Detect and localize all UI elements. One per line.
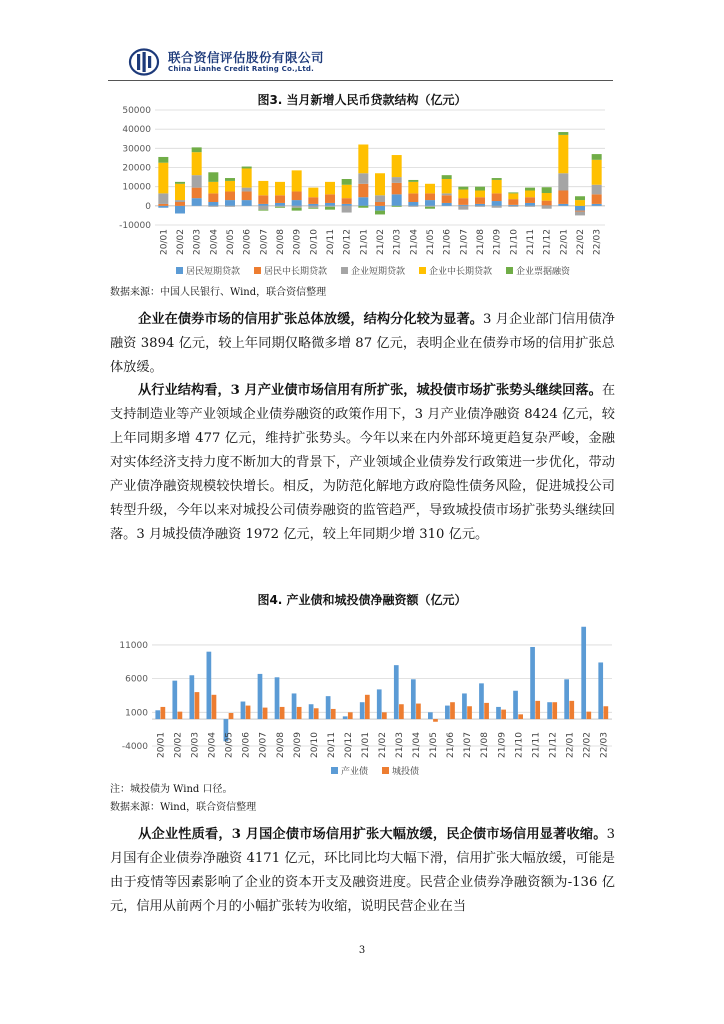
bar-segment [508,193,518,199]
bar-segment [458,198,468,205]
bar-segment [308,197,318,204]
x-tick-label: 20/11 [326,229,336,255]
bar [586,712,591,719]
bar-segment [525,206,535,207]
bar [484,703,489,719]
bar-segment [192,147,202,152]
bar-segment [558,173,568,190]
bar-segment [408,182,418,194]
bar [212,695,217,719]
x-tick-label: 22/02 [576,229,586,255]
bar-segment [575,206,585,211]
x-tick-label: 21/11 [526,229,536,255]
bar [564,679,569,719]
x-tick-label: 20/08 [276,229,286,255]
bar-segment [292,170,302,191]
bar-segment [242,167,252,169]
x-tick-label: 21/06 [446,732,457,758]
bar [581,627,586,719]
company-logo-icon [128,48,162,76]
bar-segment [275,206,285,207]
x-tick-label: 21/09 [497,732,508,758]
bar-segment [175,206,185,214]
bar-segment [175,200,185,202]
bar [246,706,251,719]
bar-segment [225,178,235,181]
y-tick-label: 50000 [122,106,151,116]
bar-segment [325,206,335,207]
bar-segment [508,199,518,205]
bar-segment [508,205,518,206]
bar-segment [408,180,418,182]
x-tick-label: 21/10 [509,229,520,255]
bar-segment [175,184,185,200]
bar-segment [458,187,468,190]
bar-segment [575,200,585,206]
bar [394,665,399,719]
x-tick-label: 21/08 [476,229,486,255]
x-tick-label: 20/07 [259,229,270,255]
x-tick-label: 21/05 [429,732,440,758]
bar-segment [242,191,252,200]
bar-segment [208,172,218,182]
bar-segment [242,200,252,206]
bar-segment [525,188,535,191]
x-tick-label: 20/12 [343,732,354,758]
bar [603,706,608,719]
bar [598,662,603,719]
bar-segment [425,193,435,200]
x-tick-label: 21/09 [492,228,503,255]
bar-segment [575,212,585,216]
bar [547,702,552,719]
bar-segment [575,211,585,212]
x-tick-label: 21/07 [463,732,474,758]
bar-segment [258,210,268,211]
legend-label: 居民中长期贷款 [264,267,328,277]
x-tick-label: 20/04 [209,229,220,255]
x-tick-label: 21/11 [531,732,542,758]
bar-segment [558,204,568,206]
bar [450,702,455,719]
bar [297,707,302,719]
bar [428,712,433,719]
bar-segment [442,179,452,193]
y-tick-label: 6000 [125,674,148,685]
bar-segment [392,194,402,206]
bar [445,706,450,719]
bar [309,704,314,719]
x-tick-label: 22/03 [592,229,603,255]
bar-segment [375,206,385,211]
x-tick-label: 21/08 [480,732,491,758]
legend-label: 产业债 [341,767,369,777]
bar-segment [158,206,168,208]
bar-segment [258,204,268,206]
legend-swatch [254,267,261,274]
bar-segment [492,201,502,206]
bar-segment [492,178,502,180]
bar-segment [325,207,335,210]
bar-segment [508,192,518,193]
bar-segment [308,188,318,198]
x-tick-label: 20/07 [258,732,269,758]
legend-label: 城投债 [392,767,420,777]
bar-segment [592,185,602,195]
x-tick-label: 20/10 [309,732,320,758]
bar [496,707,501,719]
x-tick-label: 21/04 [412,732,423,758]
bar-segment [342,206,352,213]
x-tick-label: 20/09 [292,229,303,255]
x-tick-label: 22/03 [599,732,610,758]
bar-segment [442,195,452,203]
bar-segment [242,168,252,187]
company-name-en: China Lianhe Credit Rating Co.,Ltd. [168,65,314,73]
bar-segment [275,182,285,195]
x-tick-label: 20/02 [173,732,184,758]
bar-segment [308,206,318,208]
bar-segment [492,193,502,201]
bar-segment [508,206,518,207]
y-tick-label: 20000 [122,163,151,174]
y-tick-label: -4000 [121,742,148,752]
bar [552,702,557,719]
legend-swatch [331,767,338,774]
bar-segment [192,188,202,199]
bar [467,706,472,719]
legend-swatch [341,267,348,274]
legend-label: 企业中长期贷款 [429,267,493,277]
bar-segment [292,208,302,211]
bar [433,719,438,722]
y-tick-label: 40000 [122,125,151,136]
x-tick-label: 20/10 [309,229,320,255]
bar [530,647,535,719]
bar [348,712,353,719]
x-tick-label: 20/06 [241,732,252,758]
bar [172,681,177,719]
bar-segment [425,200,435,206]
x-tick-label: 21/10 [514,732,525,758]
bar-segment [475,187,485,191]
bar [331,709,336,719]
bar [178,712,183,719]
bar [501,710,506,719]
bar-segment [292,200,302,206]
x-tick-label: 20/02 [176,229,186,255]
x-tick-label: 22/02 [582,732,593,758]
bar [155,710,160,719]
bar [229,713,234,719]
bar-segment [392,177,402,183]
bar-segment [225,181,235,192]
bar-segment [475,206,485,207]
bar [382,712,387,719]
bar-segment [308,208,318,209]
legend-label: 企业短期贷款 [351,267,406,277]
figure3-source: 数据来源：中国人民银行、Wind，联合资信整理 [110,287,327,298]
bar [161,707,166,719]
bar-segment [342,185,352,198]
x-tick-label: 21/06 [442,229,453,255]
bar-segment [175,202,185,206]
bar-segment [208,193,218,202]
x-tick-label: 21/03 [392,229,403,255]
x-tick-label: 22/01 [559,229,570,255]
bar-segment [358,206,368,208]
x-tick-label: 20/03 [192,229,203,255]
bar-segment [192,175,202,187]
bar-segment [158,193,168,204]
bar-segment [375,211,385,215]
bar [263,708,268,719]
bar [411,679,416,719]
x-tick-label: 20/08 [275,732,286,758]
y-tick-label: 11000 [119,640,148,651]
x-tick-label: 21/03 [395,732,406,758]
paragraph-body: 在支持制造业等产业领域企业债券融资的政策作用下，3 月产业债净融资 8424 亿元，较上年同期多增 477 亿元，维持扩张势头。今年以来在内外部环境更趋复杂严峻，金融对实体经济支持力度不断加大的背景下，产业领域企业债券发行政策进一步优化，带动产业债净融资规模较快增长。相反，为防范化解地方政府隐性债务风险，促进城投公司转型升级，今年以来对城投公司债券融资的监管趋严，导致城投债市场扩张势头继续回落。3 月城投债净融资 1972 亿元，较上年同期少增 310 亿元。 [110,383,615,542]
x-tick-label: 20/11 [326,732,337,758]
y-tick-label: -10000 [119,221,151,231]
bar-segment [592,194,602,204]
x-tick-label: 20/06 [242,229,253,255]
bar-segment [442,193,452,195]
paragraph-body: 3 月国有企业债券净融资 4171 亿元，环比同比均大幅下滑，信用扩张大幅放缓，可能是由于疫情等因素影响了企业的资本开支及融资进度。民营企业债券净融资额为-136 亿元，信用从前两个月的小幅扩张转为收缩，说明民营企业在当 [110,827,615,914]
bar-segment [158,157,168,163]
bar-segment [408,202,418,206]
bar-segment [358,184,368,197]
bar [535,701,540,719]
figure4-chart [0,608,724,778]
bar-segment [558,132,568,135]
bar-segment [425,206,435,207]
bar-segment [225,206,235,207]
bar-segment [158,204,168,206]
bar [399,704,404,719]
bar-segment [458,206,468,210]
bar [280,707,285,719]
x-tick-label: 21/12 [542,229,553,255]
bar-segment [208,182,218,194]
figure3-chart [0,105,724,297]
x-tick-label: 22/01 [565,732,576,758]
legend-swatch [382,767,389,774]
x-tick-label: 20/05 [226,229,236,255]
bar [292,693,297,719]
bar-segment [575,196,585,200]
bar-segment [592,160,602,185]
bar-segment [375,195,385,202]
x-tick-label: 21/12 [548,732,559,758]
bar-segment [542,201,552,206]
figure4-note: 注：城投债为 Wind 口径。 [110,784,233,795]
bar-segment [525,191,535,198]
bar [416,704,421,719]
bar-segment [292,191,302,200]
legend-label: 企业票据融资 [516,267,571,277]
bar-segment [325,194,335,203]
bar-segment [375,173,385,195]
bar-segment [208,206,218,207]
bar-segment [558,135,568,173]
bar [365,695,370,719]
x-tick-label: 21/01 [360,732,371,758]
bar [314,708,319,719]
page-number: 3 [358,945,366,956]
bar-segment [458,205,468,206]
bar [462,693,467,719]
paragraph-credit-expansion [110,308,615,380]
y-tick-label: 0 [145,201,151,212]
bar [518,714,523,719]
bar-segment [375,202,385,206]
paragraph-lead: 从行业结构看，3 月产业债市场信用有所扩张，城投债市场扩张势头继续回落。 [138,383,602,398]
bar-segment [275,195,285,203]
bar [195,692,200,719]
bar-segment [458,190,468,199]
bar-segment [325,203,335,206]
header-divider [108,80,613,81]
x-tick-label: 21/01 [359,229,370,255]
x-tick-label: 20/04 [207,732,218,758]
figure4-source: 数据来源：Wind，联合资信整理 [110,802,257,813]
bar-segment [292,206,302,208]
bar-segment [275,203,285,206]
bar-segment [358,145,368,174]
bar [326,696,331,719]
bar-segment [342,198,352,204]
bar-segment [342,179,352,185]
legend-swatch [176,267,183,274]
bar [360,702,365,719]
paragraph-lead: 从企业性质看，3 月国企债市场信用扩张大幅放缓，民企债市场信用显著收缩。 [138,827,607,842]
bar-segment [258,195,268,204]
bar-segment [325,182,335,194]
figure3-title: 图3. 当月新增人民币贷款结构（亿元） [257,93,467,107]
bar-segment [308,204,318,206]
x-tick-label: 20/09 [292,732,303,758]
bar-segment [408,193,418,202]
paragraph-industry-structure [110,379,615,547]
bar-segment [392,183,402,195]
bar-segment [342,204,352,206]
bar-segment [558,191,568,204]
bar [377,689,382,719]
bar-segment [242,188,252,192]
bar-segment [408,206,418,207]
legend-swatch [419,267,426,274]
bar-segment [542,193,552,201]
bar-segment [442,175,452,179]
legend-swatch [506,267,513,274]
bar-segment [225,191,235,200]
bar [513,691,518,719]
bar-segment [392,155,402,177]
bar [569,701,574,719]
bar-segment [525,197,535,203]
bar [207,652,212,719]
bar-segment [225,200,235,206]
bar-segment [258,181,268,195]
bar-segment [492,180,502,193]
bar-segment [158,163,168,194]
bar-segment [192,152,202,175]
bar-segment [192,198,202,206]
x-tick-label: 21/02 [376,229,386,255]
bar-segment [275,207,285,208]
y-tick-label: 1000 [125,708,148,719]
bar [343,716,348,719]
x-tick-label: 20/03 [190,732,201,758]
bar [241,702,246,720]
bar-segment [475,191,485,198]
bar-segment [208,202,218,206]
x-tick-label: 20/01 [156,732,167,758]
bar-segment [358,173,368,184]
x-tick-label: 21/05 [426,229,436,255]
bar-segment [358,197,368,206]
x-tick-label: 20/12 [342,229,353,255]
x-tick-label: 20/01 [159,229,170,255]
bar-segment [492,206,502,208]
bar-segment [542,206,552,209]
bar [189,675,194,719]
page-header [128,48,608,78]
x-tick-label: 21/04 [409,229,420,255]
bar-segment [592,154,602,160]
x-tick-label: 21/07 [459,229,470,255]
bar [275,677,280,719]
paragraph-body: 3 月企业部门信用债净融资 3894 亿元，较上年同期仅略微多增 87 亿元，表明企业在债券市场的信用扩张总体放缓。 [110,312,615,375]
bar-segment [475,197,485,204]
bar-segment [592,204,602,206]
legend-label: 居民短期贷款 [186,267,241,277]
bar-segment [442,203,452,206]
paragraph-lead: 企业在债券市场的信用扩张总体放缓，结构分化较为显著。 [138,312,484,327]
bar [479,683,484,719]
bar-segment [425,184,435,194]
x-tick-label: 20/05 [224,732,235,758]
company-name-cn: 联合资信评估股份有限公司 [168,50,325,65]
bar-segment [392,206,402,207]
figure4-title: 图4. 产业债和城投债净融资额（亿元） [257,593,467,607]
y-tick-label: 30000 [122,144,151,155]
x-tick-label: 21/02 [378,732,388,758]
paragraph-enterprise-nature [110,823,615,919]
bar-segment [475,204,485,206]
bar-segment [525,203,535,206]
y-tick-label: 10000 [122,182,151,193]
bar-segment [542,187,552,193]
bar-segment [175,182,185,184]
bar-segment [258,206,268,210]
bar [258,674,263,719]
bar-segment [425,207,435,209]
